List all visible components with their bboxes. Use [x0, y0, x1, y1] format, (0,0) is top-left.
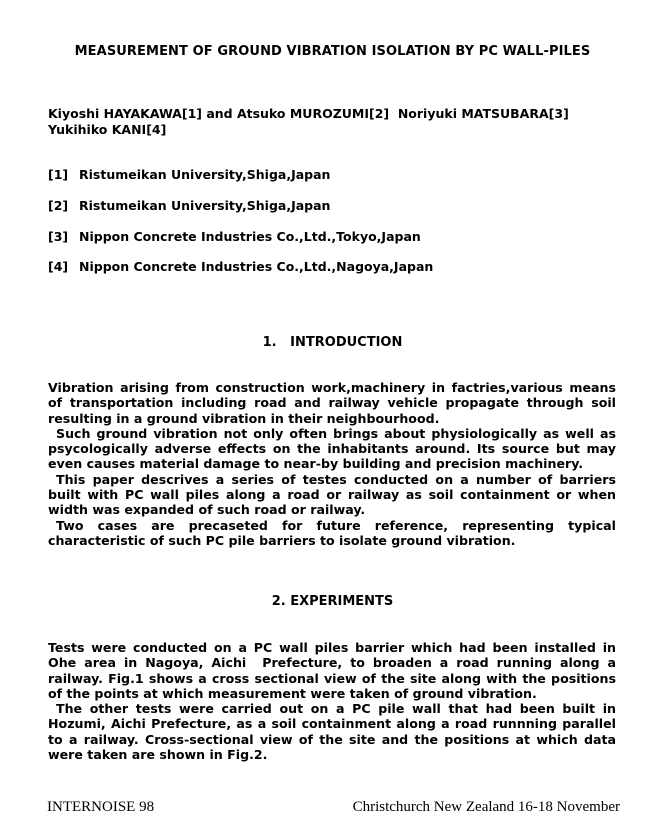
affiliation-number: [4] — [48, 259, 69, 274]
affiliation-number: [3] — [48, 229, 69, 244]
paragraph: This paper descrives a series of testes conducted on a number of barriers built with PC wall piles along a road or railway as soil containment or when width was expanded of such road or railway. — [48, 471, 616, 518]
author-line-1: Kiyoshi HAYAKAWA[1] and Atsuko MUROZUMI[2] Noriyuki MATSUBARA[3] — [48, 106, 569, 121]
paper-title: MEASUREMENT OF GROUND VIBRATION ISOLATION BY PC WALL-PILES — [74, 44, 591, 59]
footer-location-date: Christchurch New Zealand 16-18 November — [352, 799, 620, 815]
affiliation-text: Nippon Concrete Industries Co.,Ltd.,Nagoya,Japan — [79, 259, 434, 274]
affiliation-text: Nippon Concrete Industries Co.,Ltd.,Tokyo,Japan — [79, 229, 421, 244]
paragraph: Tests were conducted on a PC wall piles barrier which had been installed in Ohe area in Nagoya, Aichi Prefecture, to broaden a road running along a railway. Fig.1 shows a cross sectional view of the site along with the positions of the points at which measurement were taken of ground vibration. — [48, 640, 621, 701]
paragraph: Such ground vibration not only often brings about physiologically as well as psycologically adverse effects on the inhabitants around. Its source but may even causes material damage to near-by building and precision machinery. — [48, 425, 616, 472]
affiliation-number: [2] — [48, 198, 69, 213]
paragraph: Vibration arising from construction work,machinery in factries,various means of transportation including road and railway vehicle propagate through soil resulting in a ground vibration in their neighbourhood. — [48, 380, 616, 426]
paragraph: The other tests were carried out on a PC pile wall that had been built in Hozumi, Aichi Prefecture, as a soil containment along a road runnning parallel to a railway. Cross-sectional view of the site and the positions at which data were taken are shown in Fig.2. — [48, 701, 616, 763]
introduction-body — [48, 380, 616, 548]
affiliation-4 — [48, 259, 433, 274]
section-heading-experiments: 2. EXPERIMENTS — [271, 594, 394, 609]
paragraph: Two cases are precaseted for future reference, representing typical characteristic of such PC pile barriers to isolate ground vibration. — [48, 517, 616, 548]
footer-conference: INTERNOISE 98 — [47, 799, 155, 815]
affiliation-2 — [48, 198, 330, 213]
author-line-2: Yukihiko KANI[4] — [48, 122, 167, 137]
section-heading-introduction: 1. INTRODUCTION — [262, 335, 403, 350]
author-list — [48, 106, 569, 138]
affiliation-number: [1] — [48, 167, 69, 182]
affiliation-1 — [48, 167, 330, 182]
affiliation-text: Ristumeikan University,Shiga,Japan — [79, 198, 331, 213]
affiliation-3 — [48, 229, 421, 244]
affiliation-text: Ristumeikan University,Shiga,Japan — [79, 167, 331, 182]
experiments-body — [48, 640, 621, 763]
